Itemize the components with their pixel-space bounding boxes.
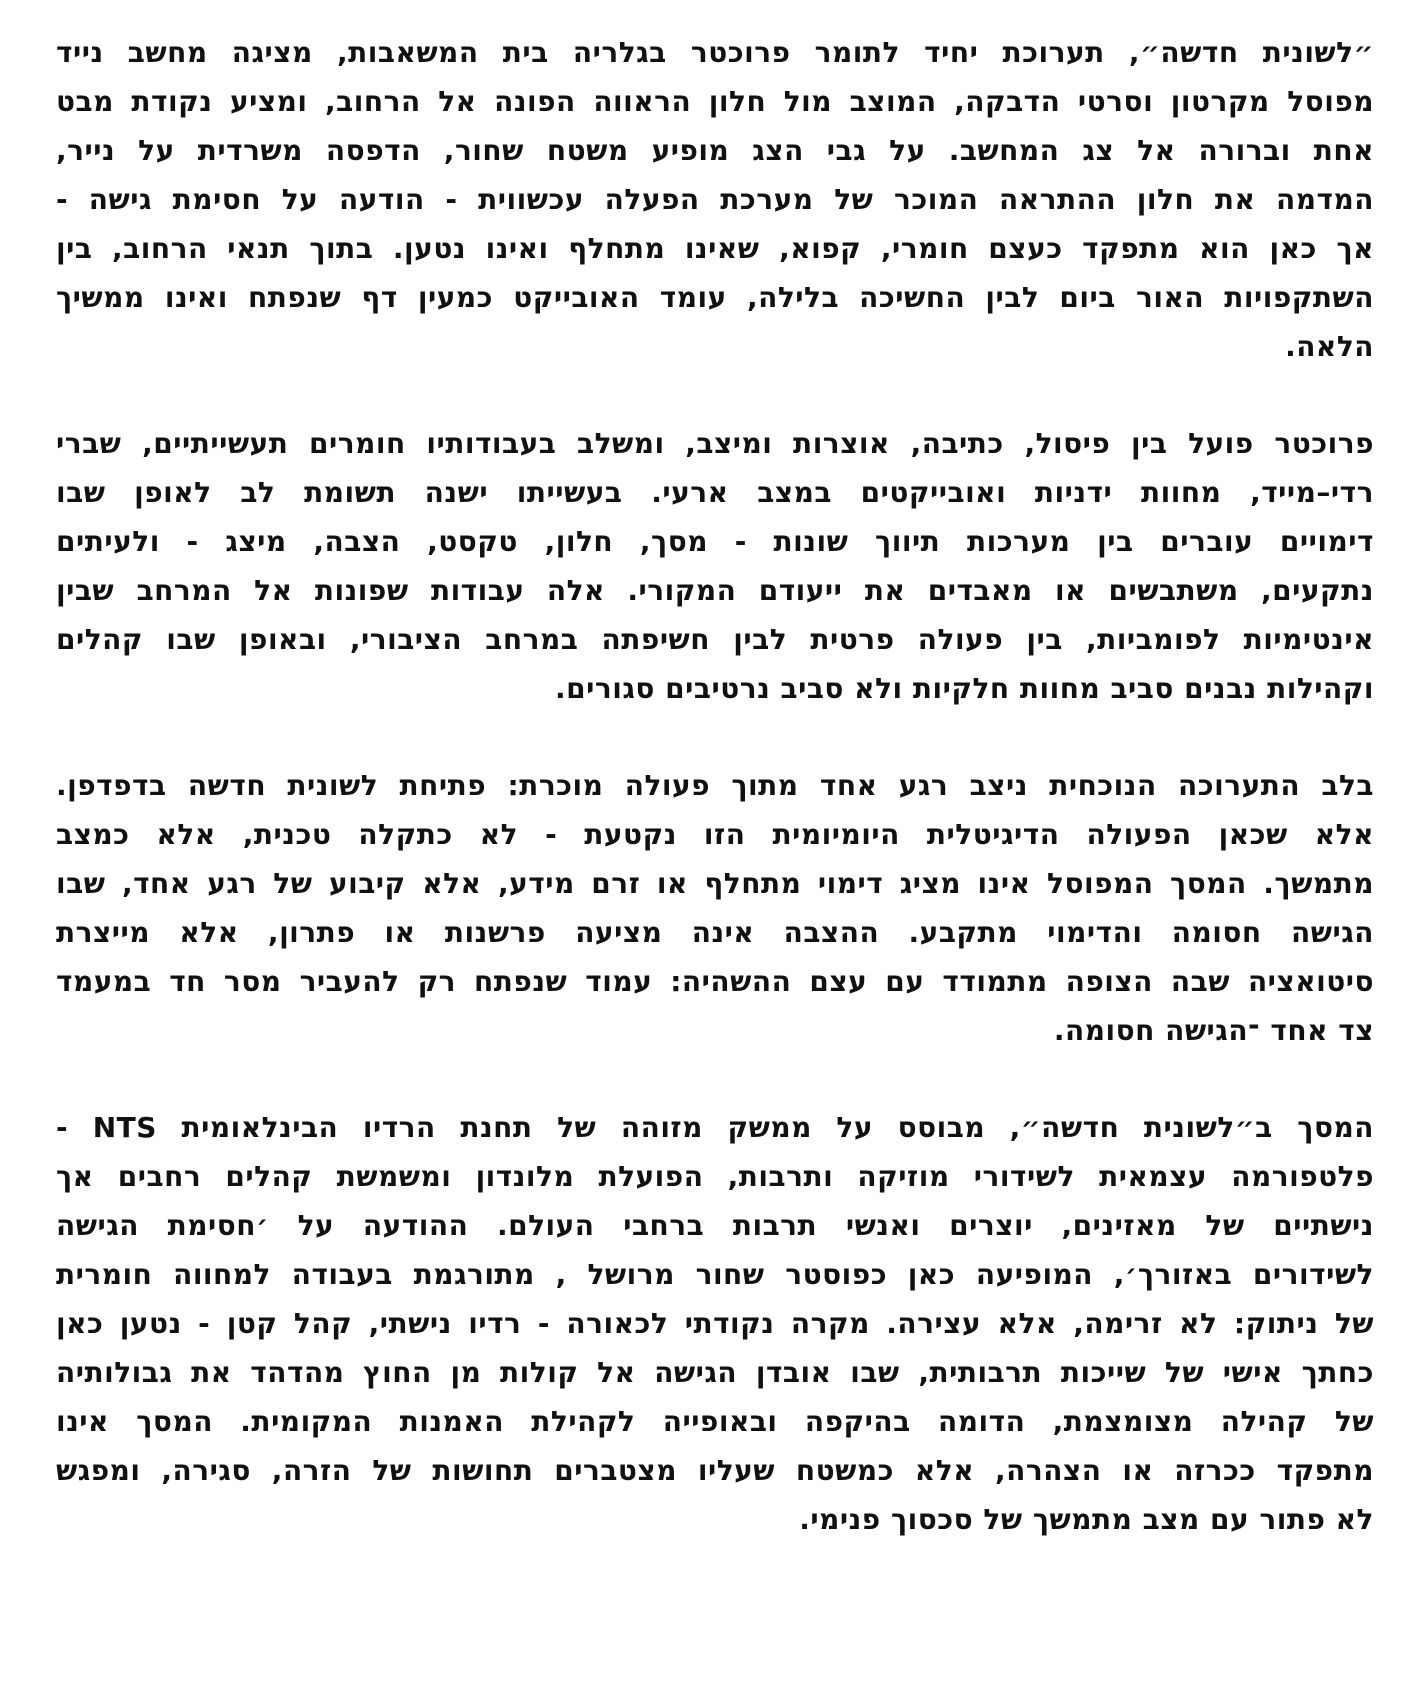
text-line: הגישה חסומה והדימוי מתקבע. ההצבה אינה מציעה פרשנות או פתרון, אלא מייצרת	[56, 916, 1374, 949]
text-line: מתפקד ככרזה או הצהרה, אלא כמשטח שעליו מצטברים תחושות של הזרה, סגירה, ומפגש	[56, 1454, 1374, 1487]
text-line: פרוכטר פועל בין פיסול, כתיבה, אוצרות ומיצב, ומשלב בעבודותיו חומרים תעשייתיים, שברי	[56, 427, 1374, 460]
paragraph-2	[56, 419, 1374, 713]
text-line: ״לשונית חדשה״, תערוכת יחיד לתומר פרוכטר בגלריה בית המשאבות, מציגה מחשב נייד	[56, 36, 1374, 69]
text-line: נישתיים של מאזינים, יוצרים ואנשי תרבות ברחבי העולם. ההודעה על ׳חסימת הגישה	[56, 1209, 1374, 1242]
paragraph-1	[56, 28, 1374, 371]
text-line: המסך ב״לשונית חדשה״, מבוסס על ממשק מזוהה של תחנת הרדיו הבינלאומית NTS -	[56, 1111, 1374, 1144]
text-line: וקהילות נבנים סביב מחוות חלקיות ולא סביב נרטיבים סגורים.	[555, 672, 1374, 705]
text-line: מתמשך. המסך המפוסל אינו מציג דימוי מתחלף או זרם מידע, אלא קיבוע של רגע אחד, שבו	[56, 867, 1374, 900]
paragraph-3	[56, 761, 1374, 1055]
text-line: לא פתור עם מצב מתמשך של סכסוך פנימי.	[799, 1503, 1374, 1536]
text-line: של קהילה מצומצמת, הדומה בהיקפה ובאופייה לקהילת האמנות המקומית. המסך אינו	[56, 1405, 1374, 1438]
paragraph-4	[56, 1103, 1374, 1544]
text-line: לשידורים באזורך׳, המופיעה כאן כפוסטר שחור מרושל , מתורגמת בעבודה למחווה חומרית	[56, 1258, 1374, 1291]
text-line: פלטפורמה עצמאית לשידורי מוזיקה ותרבות, הפועלת מלונדון ומשמשת קהלים רחבים אך	[56, 1160, 1374, 1193]
text-line: בלב התערוכה הנוכחית ניצב רגע אחד מתוך פעולה מוכרת: פתיחת לשונית חדשה בדפדפן.	[56, 769, 1374, 802]
text-line: המדמה את חלון ההתראה המוכר של מערכת הפעלה עכשווית - הודעה על חסימת גישה -	[56, 183, 1374, 216]
text-line: אחת וברורה אל צג המחשב. על גבי הצג מופיע משטח שחור, הדפסה משרדית על נייר,	[56, 134, 1374, 167]
text-line: רדי–מייד, מחוות ידניות ואובייקטים במצב ארעי. בעשייתו ישנה תשומת לב לאופן שבו	[56, 476, 1374, 509]
text-line: אינטימיות לפומביות, בין פעולה פרטית לבין חשיפתה במרחב הציבורי, ובאופן שבו קהלים	[56, 623, 1374, 656]
text-line: אך כאן הוא מתפקד כעצם חומרי, קפוא, שאינו מתחלף ואינו נטען. בתוך תנאי הרחוב, בין	[56, 232, 1374, 265]
text-line: השתקפויות האור ביום לבין החשיכה בלילה, עומד האובייקט כמעין דף שנפתח ואינו ממשיך	[56, 281, 1374, 314]
text-line: נתקעים, משתבשים או מאבדים את ייעודם המקורי. אלה עבודות שפונות אל המרחב שבין	[56, 574, 1374, 607]
text-line: דימויים עוברים בין מערכות תיווך שונות - מסך, חלון, טקסט, הצבה, מיצג - ולעיתים	[56, 525, 1374, 558]
text-line: צד אחד ־הגישה חסומה.	[1053, 1014, 1374, 1047]
text-line: אלא שכאן הפעולה הדיגיטלית היומיומית הזו נקטעת - לא כתקלה טכנית, אלא כמצב	[56, 818, 1374, 851]
text-line: מפוסל מקרטון וסרטי הדבקה, המוצב מול חלון הראווה הפונה אל הרחוב, ומציע נקודת מבט	[56, 85, 1374, 118]
text-line: של ניתוק: לא זרימה, אלא עצירה. מקרה נקודתי לכאורה - רדיו נישתי, קהל קטן - נטען כאן	[56, 1307, 1374, 1340]
text-line: סיטואציה שבה הצופה מתמודד עם עצם ההשהיה: עמוד שנפתח רק להעביר מסר חד במעמד	[56, 965, 1374, 998]
text-line: כחתך אישי של שייכות תרבותית, שבו אובדן הגישה אל קולות מן החוץ מהדהד את גבולותיה	[56, 1356, 1374, 1389]
text-line: הלאה.	[1285, 330, 1374, 363]
